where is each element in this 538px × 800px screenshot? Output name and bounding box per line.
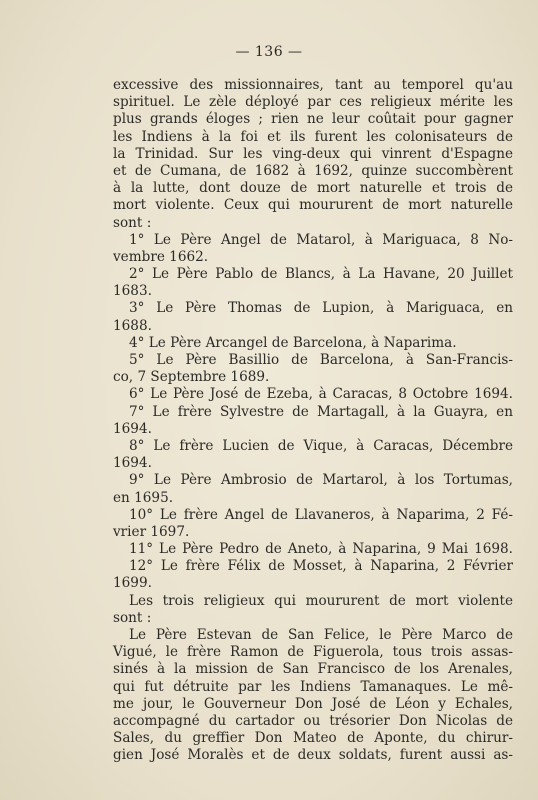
text-line: 8° Le frère Lucien de Vique, à Caracas, Décembre bbox=[129, 437, 513, 454]
text-line: en 1695. bbox=[113, 489, 174, 506]
text-line: vrier 1697. bbox=[113, 523, 190, 540]
text-line: 1699. bbox=[113, 575, 152, 592]
text-line: spirituel. Le zèle déployé par ces religieux mérite les bbox=[113, 94, 513, 111]
text-line: 1688. bbox=[113, 317, 152, 334]
text-line: la Trinidad. Sur les ving-deux qui vinrent d'Espagne bbox=[113, 145, 513, 162]
text-line: 9° Le Père Ambrosio de Martarol, à los Tortumas, bbox=[129, 472, 513, 489]
text-line: me jour, le Gouverneur Don José de Léon y Echales, bbox=[113, 695, 513, 712]
text-line: Les trois religieux qui moururent de mort violente bbox=[129, 592, 513, 609]
text-line: 1694. bbox=[113, 455, 152, 472]
text-line: 11° Le Père Pedro de Aneto, à Naparina, 9 Mai 1698. bbox=[129, 541, 513, 558]
text-line: sinés à la mission de San Francisco de los Arenales, bbox=[113, 661, 513, 678]
body-text bbox=[113, 77, 513, 765]
text-line: 10° Le frère Angel de Llavaneros, à Naparima, 2 Fé- bbox=[129, 506, 513, 523]
text-line: 6° Le Père José de Ezeba, à Caracas, 8 Octobre 1694. bbox=[129, 386, 513, 403]
text-line: et de Cumana, de 1682 à 1692, quinze succombèrent bbox=[113, 162, 513, 179]
page-number: — 136 — bbox=[235, 44, 303, 60]
text-line: qui fut détruite par les Indiens Tamanaques. Le mê- bbox=[113, 678, 513, 695]
text-line: sont : bbox=[113, 214, 152, 231]
text-line: sont : bbox=[113, 609, 152, 626]
text-line: 2° Le Père Pablo de Blancs, à La Havane, 20 Juillet bbox=[129, 266, 513, 283]
text-line: 4° Le Père Arcangel de Barcelona, à Naparima. bbox=[129, 334, 457, 351]
text-line: 7° Le frère Sylvestre de Martagall, à la Guayra, en bbox=[129, 403, 513, 420]
text-line: mort violente. Ceux qui moururent de mort naturelle bbox=[113, 197, 513, 214]
text-line: 12° Le frère Félix de Mosset, à Naparina, 2 Février bbox=[129, 558, 513, 575]
text-line: vembre 1662. bbox=[113, 248, 209, 265]
text-line: Vigué, le frère Ramon de Figuerola, tous trois assas- bbox=[113, 644, 513, 661]
text-line: à la lutte, dont douze de mort naturelle et trois de bbox=[113, 180, 513, 197]
text-line: Le Père Estevan de San Felice, le Père Marco de bbox=[129, 627, 513, 643]
text-line: 1694. bbox=[113, 420, 152, 437]
text-line: Sales, du greffier Don Mateo de Aponte, du chirur- bbox=[113, 730, 513, 747]
text-line: les Indiens à la foi et ils furent les colonisateurs de bbox=[113, 128, 513, 145]
text-line: co, 7 Septembre 1689. bbox=[113, 369, 270, 386]
text-line: 3° Le Père Thomas de Lupion, à Mariguaca, en bbox=[129, 300, 513, 317]
text-line: 1683. bbox=[113, 283, 152, 300]
text-line: gien José Moralès et de deux soldats, furent aussi as- bbox=[113, 747, 513, 764]
text-line: 1° Le Père Angel de Matarol, à Mariguaca, 8 No- bbox=[129, 231, 513, 248]
text-line: plus grands éloges ; rien ne leur coûtait pour gagner bbox=[113, 111, 513, 128]
text-line: excessive des missionnaires, tant au temporel qu'au bbox=[113, 77, 513, 93]
text-line: 5° Le Père Basillio de Barcelona, à San-Francis- bbox=[129, 352, 513, 368]
text-line: accompagné du cartador ou trésorier Don Nicolas de bbox=[113, 712, 513, 729]
